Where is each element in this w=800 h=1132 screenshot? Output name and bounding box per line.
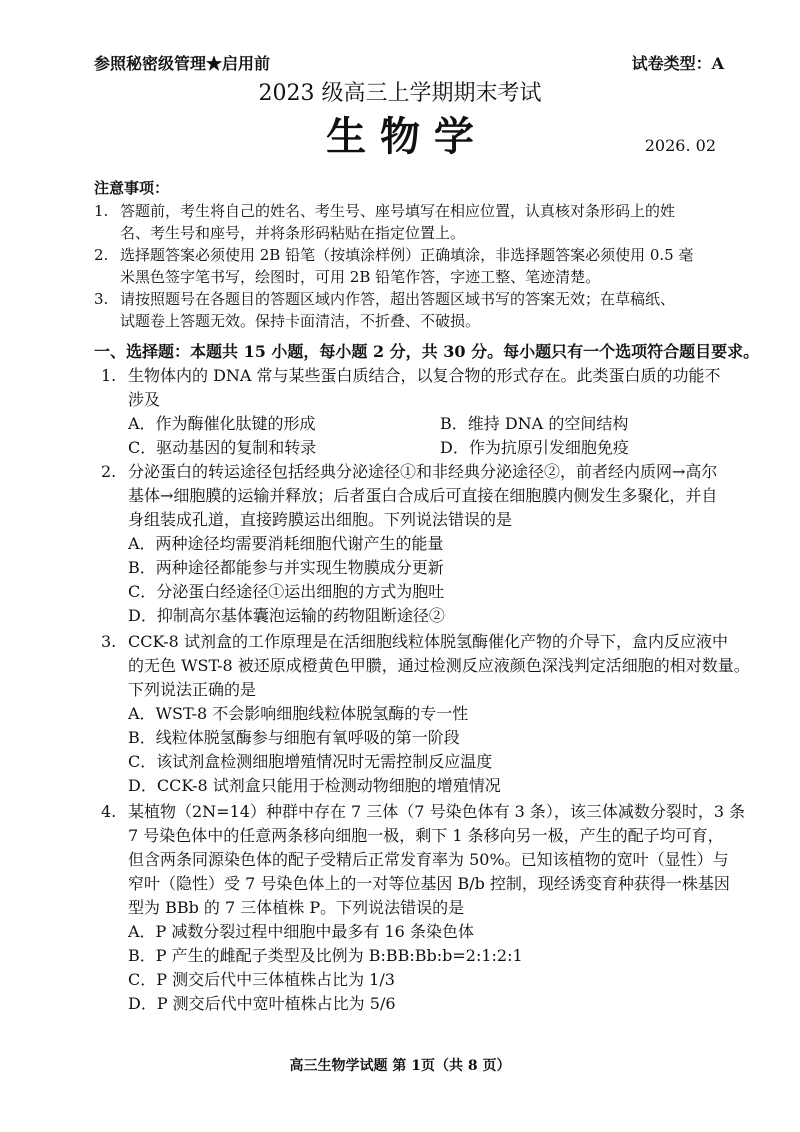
option-a: A．作为酶催化肽键的形成 — [128, 414, 316, 433]
option-c: C．驱动基因的复制和转录 — [128, 438, 317, 457]
page-footer: 高三生物学试题 第 1页（共 8 页） — [289, 1058, 511, 1074]
option-d: D．作为抗原引发细胞免疫 — [440, 438, 629, 457]
confidential-label: 参照秘密级管理★启用前 — [94, 54, 271, 73]
exam-date: 2026. 02 — [644, 136, 716, 155]
option-b: B．维持 DNA 的空间结构 — [440, 414, 629, 433]
option-c: C．P 测交后代中三体植株占比为 1/3 — [128, 970, 395, 989]
notice-title: 注意事项： — [94, 179, 170, 197]
subject-title: 生 物 学 — [326, 113, 474, 160]
paper-type-label: 试卷类型：A — [631, 54, 724, 73]
option-b: B．两种途径都能参与并实现生物膜成分更新 — [128, 558, 444, 577]
option-a: A．两种途径均需要消耗细胞代谢产生的能量 — [128, 534, 444, 553]
exam-title: 2023 级高三上学期期末考试 — [258, 81, 542, 106]
option-a: A．P 减数分裂过程中细胞中最多有 16 条染色体 — [128, 922, 474, 941]
option-d: D．P 测交后代中宽叶植株占比为 5/6 — [128, 994, 396, 1013]
section-heading: 一、选择题：本题共 15 小题，每小题 2 分，共 30 分。每小题只有一个选项符合题目要求。 — [94, 342, 760, 361]
option-b: B．线粒体脱氢酶参与细胞有氧呼吸的第一阶段 — [128, 728, 460, 747]
option-d: D．CCK-8 试剂盒只能用于检测动物细胞的增殖情况 — [128, 776, 501, 795]
option-a: A．WST-8 不会影响细胞线粒体脱氢酶的专一性 — [128, 704, 469, 723]
option-d: D．抑制高尔基体囊泡运输的药物阻断途径② — [128, 606, 445, 625]
option-c: C．该试剂盒检测细胞增殖情况时无需控制反应温度 — [128, 752, 493, 771]
option-c: C．分泌蛋白经途径①运出细胞的方式为胞吐 — [128, 582, 445, 601]
option-b: B．P 产生的雌配子类型及比例为 B:BB:Bb:b=2:1:2:1 — [128, 946, 523, 965]
